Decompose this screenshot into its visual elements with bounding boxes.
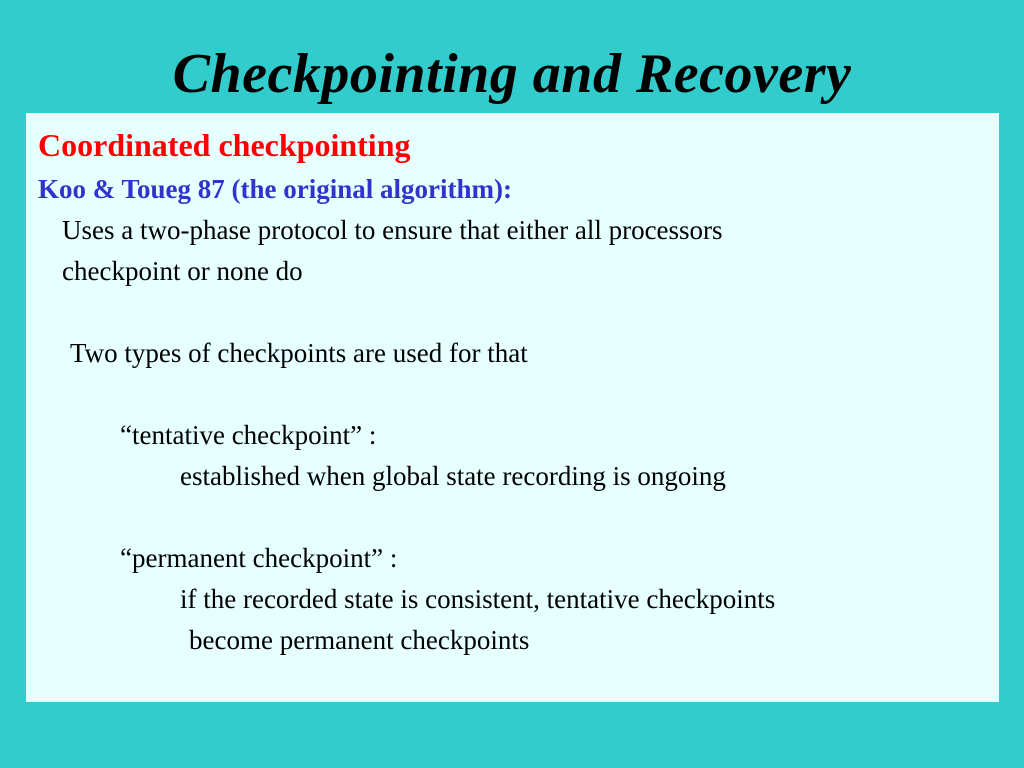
permanent-checkpoint-description-line-2: become permanent checkpoints xyxy=(189,625,530,655)
description-line-1: Uses a two-phase protocol to ensure that either all processors xyxy=(62,215,723,245)
permanent-checkpoint-label: “permanent checkpoint” : xyxy=(120,543,398,573)
content-box xyxy=(26,113,999,702)
algorithm-subheading: Koo & Toueg 87 (the original algorithm): xyxy=(38,174,512,204)
slide-title: Checkpointing and Recovery xyxy=(172,43,852,105)
tentative-checkpoint-description: established when global state recording is ongoing xyxy=(180,461,726,491)
tentative-checkpoint-label: “tentative checkpoint” : xyxy=(120,420,377,450)
section-heading: Coordinated checkpointing xyxy=(38,127,411,163)
permanent-checkpoint-description-line-1: if the recorded state is consistent, tentative checkpoints xyxy=(180,584,776,614)
description-line-2: checkpoint or none do xyxy=(62,256,303,286)
types-intro: Two types of checkpoints are used for that xyxy=(70,338,528,368)
